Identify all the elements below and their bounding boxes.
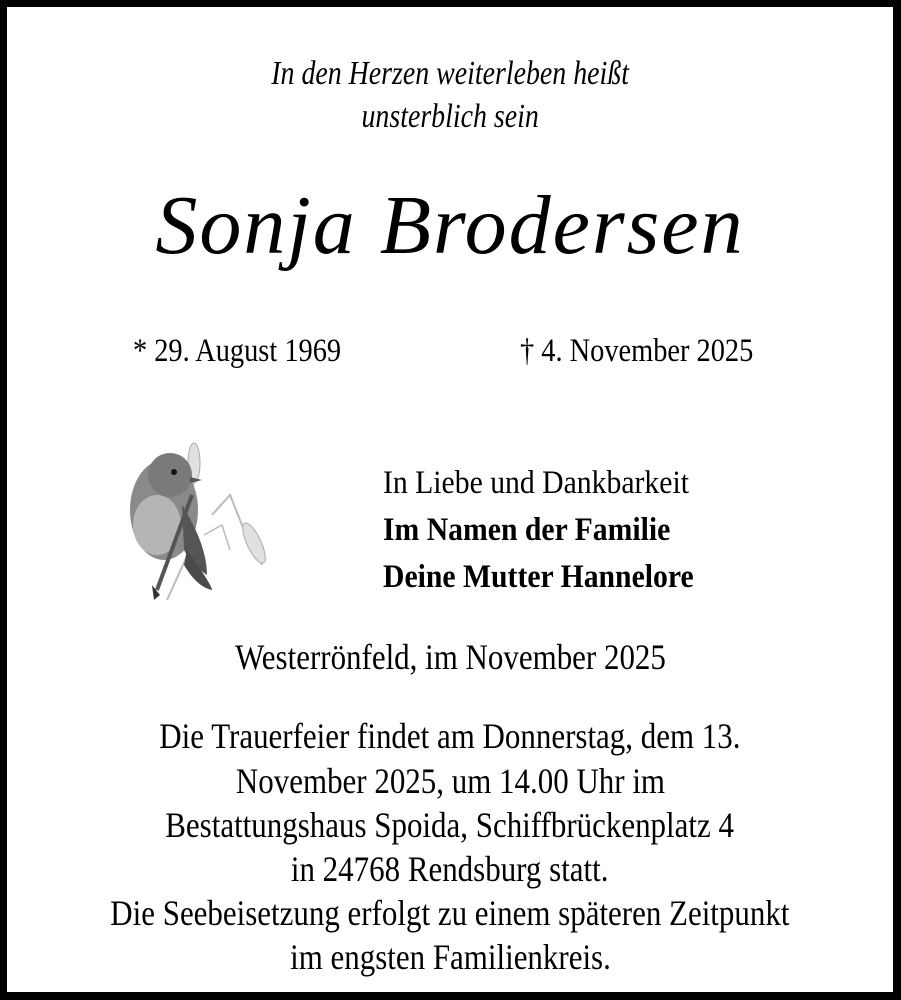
funeral-notice-line: Die Seebeisetzung erfolgt zu einem späteren Zeitpunkt <box>110 893 790 933</box>
funeral-notice-line: Bestattungshaus Spoida, Schiffbrückenplatz 4 <box>165 805 735 845</box>
funeral-notice-line: Die Trauerfeier findet am Donnerstag, dem 13. <box>159 716 741 756</box>
place-date: Westerrönfeld, im November 2025 <box>234 637 666 677</box>
obituary-notice <box>7 7 893 992</box>
funeral-notice-line: in 24768 Rendsburg statt. <box>291 849 609 889</box>
signature-line-2: Im Namen der Familie <box>383 512 671 548</box>
signature-line-3: Deine Mutter Hannelore <box>383 559 694 595</box>
funeral-notice-line: im engsten Familienkreis. <box>289 937 611 977</box>
birth-date: * 29. August 1969 <box>132 333 342 369</box>
deceased-name: Sonja Brodersen <box>155 179 745 272</box>
signature-line-1: In Liebe und Dankbarkeit <box>383 465 689 501</box>
motto-line-1: In den Herzen weiterleben heißt <box>271 55 629 92</box>
motto-line-2: unsterblich sein <box>361 98 539 135</box>
funeral-notice-line: November 2025, um 14.00 Uhr im <box>235 761 665 801</box>
robin-bird-on-wheat-icon <box>112 425 272 615</box>
death-date: † 4. November 2025 <box>520 333 754 369</box>
